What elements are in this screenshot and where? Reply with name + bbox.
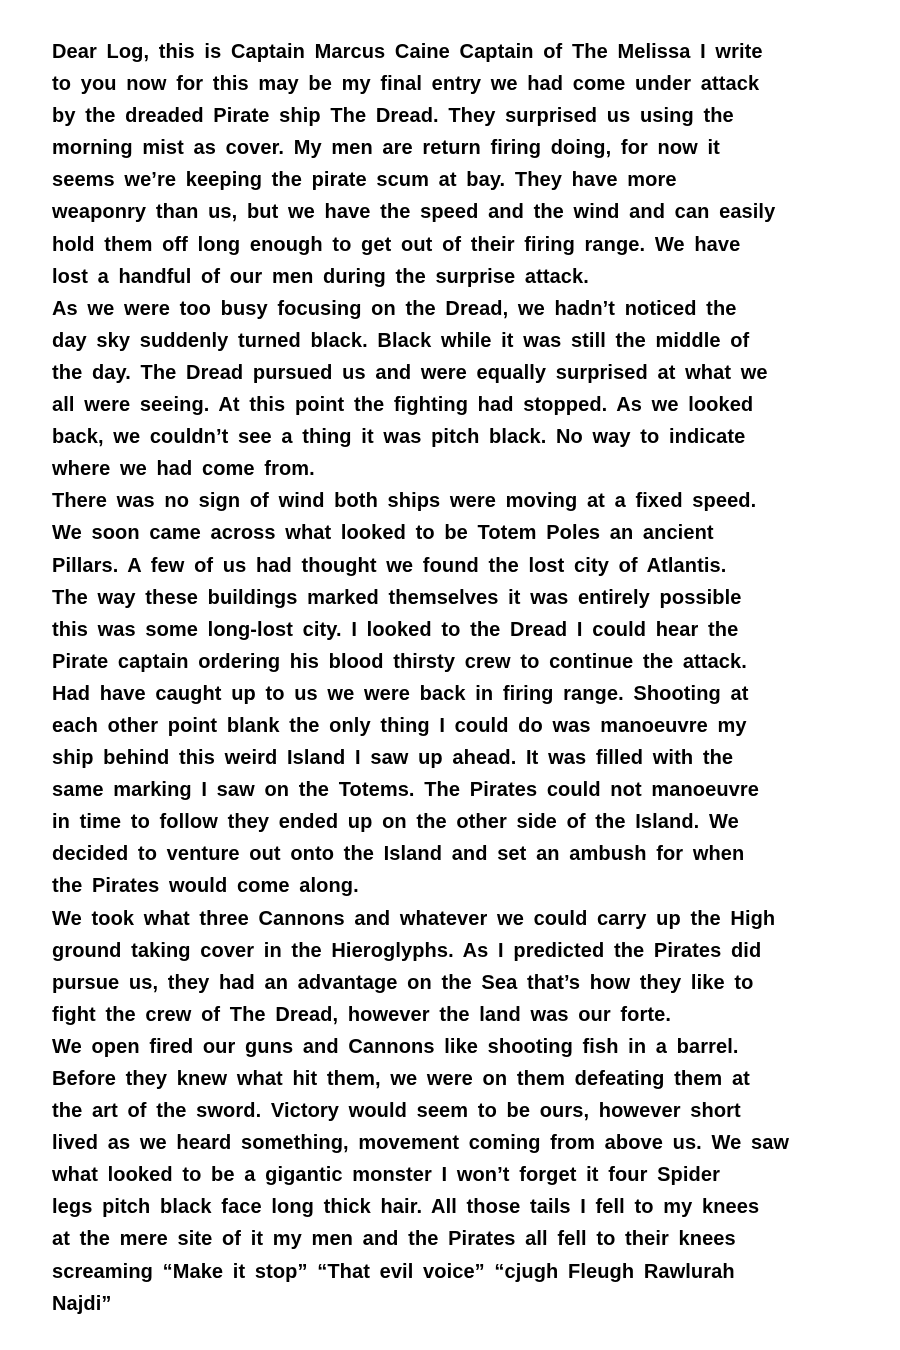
text-line: decided to venture out onto the Island and set an ambush for when <box>52 843 745 866</box>
text-line: what looked to be a gigantic monster I won’t forget it four Spider <box>52 1164 720 1187</box>
text-line: pursue us, they had an advantage on the Sea that’s how they like to <box>52 971 754 994</box>
text-line: The way these buildings marked themselves it was entirely possible <box>52 586 742 609</box>
text-line: the art of the sword. Victory would seem to be ours, however short <box>52 1100 741 1123</box>
text-line: Pillars. A few of us had thought we found the lost city of Atlantis. <box>52 554 727 577</box>
text-line: Dear Log, this is Captain Marcus Caine Captain of The Melissa I write <box>52 41 763 63</box>
text-line: ship behind this weird Island I saw up ahead. It was filled with the <box>52 747 734 770</box>
log-entry <box>52 36 860 1320</box>
text-line: morning mist as cover. My men are return firing doing, for now it <box>52 137 720 160</box>
text-line: We open fired our guns and Cannons like shooting fish in a barrel. <box>52 1035 739 1058</box>
text-line: in time to follow they ended up on the other side of the Island. We <box>52 811 739 834</box>
text-line: lost a handful of our men during the surprise attack. <box>52 265 589 288</box>
text-line: screaming “Make it stop” “That evil voice” “cjugh Fleugh Rawlurah <box>52 1260 735 1283</box>
text-line: seems we’re keeping the pirate scum at bay. They have more <box>52 169 677 192</box>
text-line: where we had come from. <box>52 458 315 481</box>
text-line: by the dreaded Pirate ship The Dread. They surprised us using the <box>52 105 734 128</box>
text-line: back, we couldn’t see a thing it was pitch black. No way to indicate <box>52 426 746 449</box>
text-line: to you now for this may be my final entry we had come under attack <box>52 73 760 96</box>
text-line: at the mere site of it my men and the Pirates all fell to their knees <box>52 1228 736 1251</box>
text-line: this was some long-lost city. I looked to the Dread I could hear the <box>52 618 739 641</box>
text-line: legs pitch black face long thick hair. All those tails I fell to my knees <box>52 1196 760 1219</box>
text-line: As we were too busy focusing on the Dread, we hadn’t noticed the <box>52 297 737 320</box>
text-line: same marking I saw on the Totems. The Pirates could not manoeuvre <box>52 779 759 802</box>
text-line: the day. The Dread pursued us and were equally surprised at what we <box>52 361 768 384</box>
text-line: Had have caught up to us we were back in firing range. Shooting at <box>52 682 749 705</box>
text-line: There was no sign of wind both ships were moving at a fixed speed. <box>52 490 757 513</box>
text-line: Najdi” <box>52 1292 112 1315</box>
text-line: We soon came across what looked to be Totem Poles an ancient <box>52 522 714 545</box>
text-line: Before they knew what hit them, we were on them defeating them at <box>52 1068 750 1090</box>
text-line: Pirate captain ordering his blood thirsty crew to continue the attack. <box>52 650 747 673</box>
text-line: weaponry than us, but we have the speed and the wind and can easily <box>52 201 776 224</box>
text-line: ground taking cover in the Hieroglyphs. As I predicted the Pirates did <box>52 939 762 962</box>
text-line: fight the crew of The Dread, however the land was our forte. <box>52 1003 671 1026</box>
text-line: all were seeing. At this point the fighting had stopped. As we looked <box>52 394 754 417</box>
text-line: lived as we heard something, movement coming from above us. We saw <box>52 1132 790 1155</box>
text-line: the Pirates would come along. <box>52 875 359 898</box>
text-line: each other point blank the only thing I could do was manoeuvre my <box>52 714 747 737</box>
text-line: hold them off long enough to get out of their firing range. We have <box>52 233 741 256</box>
text-line: day sky suddenly turned black. Black while it was still the middle of <box>52 329 750 352</box>
text-line: We took what three Cannons and whatever we could carry up the High <box>52 907 776 930</box>
